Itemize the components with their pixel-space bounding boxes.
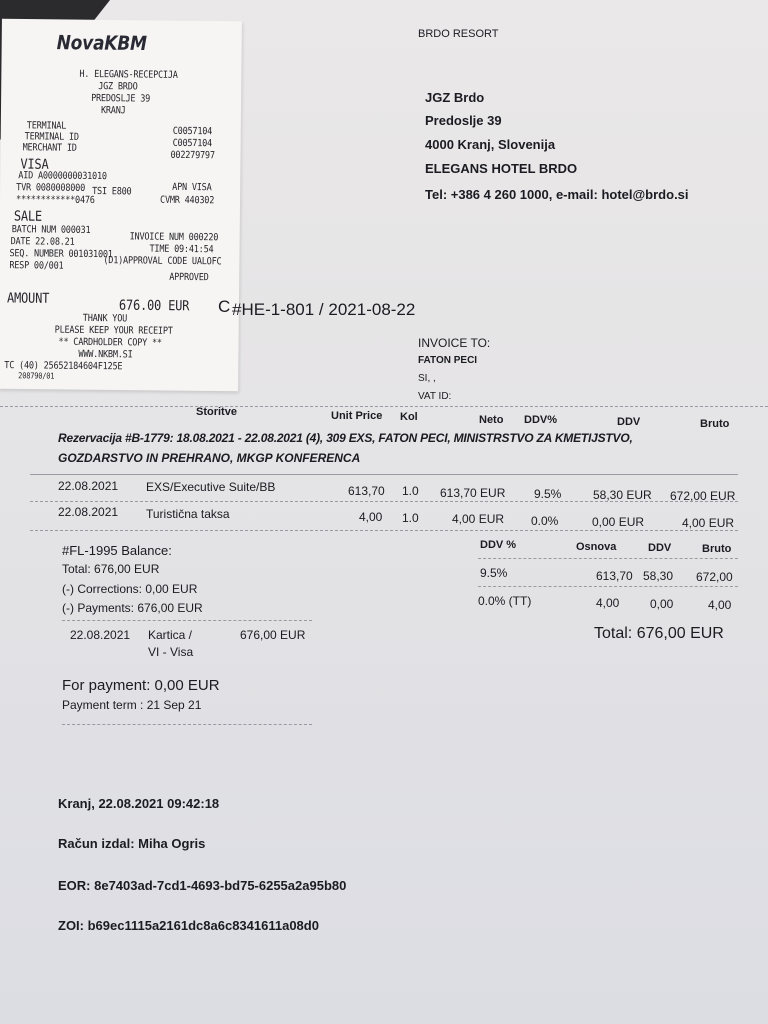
company-name: JGZ Brdo — [425, 90, 485, 105]
header-top-rule — [0, 406, 768, 407]
row-2-qty: 1.0 — [402, 511, 419, 525]
company-city: 4000 Kranj, Slovenija — [425, 137, 556, 152]
slip-seq-number: SEQ. NUMBER 001031001 — [9, 248, 113, 261]
vat-summary-row-1-vat: 58,30 — [643, 569, 674, 583]
reservation-line-1: Rezervacija #B-1779: 18.08.2021 - 22.08.2021 (4), 309 EXS, FATON PECI, MINISTRSTVO ZA KMETIJSTVO, — [58, 431, 633, 445]
brand-name: BRDO RESORT — [418, 28, 499, 40]
slip-merchant-line-1: H. ELEGANS-RECEPCIJA — [79, 68, 178, 82]
slip-resp: RESP 00/001 — [9, 260, 64, 273]
row-2-net: 4,00 EUR — [452, 512, 505, 526]
for-payment: For payment: 0,00 EUR — [62, 677, 220, 694]
row-2-unit-price: 4,00 — [359, 510, 383, 524]
card-payment-slip — [0, 19, 242, 391]
slip-aid: AID A0000000031010 — [18, 170, 107, 183]
slip-merchant-line-2: JGZ BRDO — [98, 81, 138, 93]
col-header-qty: Kol — [400, 411, 418, 423]
col-header-net: Neto — [479, 414, 504, 426]
vat-summary-row-1-pct: 9.5% — [480, 566, 508, 580]
row-2-vat-pct: 0.0% — [531, 514, 559, 528]
slip-time: TIME 09:41:54 — [149, 243, 214, 256]
company-street: Predoslje 39 — [425, 113, 502, 128]
slip-tvr: TVR 0080008000 — [16, 182, 86, 195]
balance-payments: (-) Payments: 676,00 EUR — [62, 601, 203, 615]
slip-cvmr: CVMR 440302 — [159, 194, 215, 207]
row-2-gross: 4,00 EUR — [682, 516, 735, 530]
col-header-vat-pct: DDV% — [524, 414, 558, 426]
vat-summary-row-2-gross: 4,00 — [708, 598, 732, 612]
rule-1 — [30, 474, 738, 475]
slip-batch: BATCH NUM 000031 — [11, 224, 91, 237]
row-1-date: 22.08.2021 — [58, 479, 119, 493]
payment-method-line-2: VI - Visa — [148, 645, 194, 659]
rule-2 — [30, 501, 738, 502]
row-2-date: 22.08.2021 — [58, 505, 119, 519]
slip-merchant-id-label: MERCHANT ID — [22, 142, 77, 155]
slip-website: WWW.NKBM.SI — [78, 348, 133, 361]
slip-terminal: C0057104 — [172, 125, 213, 138]
slip-cardholder-copy: ** CARDHOLDER COPY ** — [58, 336, 162, 350]
customer-name: FATON PECI — [418, 355, 478, 366]
balance-title: #FL-1995 Balance: — [62, 543, 172, 558]
row-2-vat: 0,00 EUR — [592, 515, 645, 529]
rule-3 — [30, 530, 738, 531]
payment-term: Payment term : 21 Sep 21 — [62, 698, 202, 712]
vat-summary-header-vat: DDV — [648, 542, 672, 554]
rule-vat-row — [478, 586, 738, 587]
hotel-contact: Tel: +386 4 260 1000, e-mail: hotel@brdo.si — [425, 187, 689, 202]
slip-merchant-line-3: PREDOSLJE 39 — [91, 92, 151, 106]
rule-payment — [62, 724, 312, 725]
issued-by: Račun izdal: Miha Ogris — [58, 836, 206, 851]
payment-date: 22.08.2021 — [70, 628, 131, 642]
slip-thanks: THANK YOU — [82, 312, 128, 325]
issue-place-time: Kranj, 22.08.2021 09:42:18 — [58, 796, 220, 811]
slip-tsi: TSI E800 — [92, 185, 132, 198]
slip-tc: TC (40) 25652184604F125E — [4, 360, 123, 373]
customer-country: SI, , — [418, 373, 436, 384]
payment-method-line-1: Kartica / — [148, 628, 193, 642]
slip-amount-label: AMOUNT — [6, 289, 50, 307]
invoice-total: Total: 676,00 EUR — [594, 625, 724, 642]
slip-code: 208790/01 — [18, 371, 55, 381]
slip-transaction-type: SALE — [13, 207, 43, 225]
customer-vat-id-label: VAT ID: — [418, 391, 452, 402]
reservation-line-2: GOZDARSTVO IN PREHRANO, MKGP KONFERENCA — [58, 451, 361, 465]
slip-merchant-line-4: KRANJ — [100, 105, 126, 117]
invoice-to-label: INVOICE TO: — [418, 336, 491, 350]
row-1-net: 613,70 EUR — [440, 486, 506, 500]
vat-summary-header-gross: Bruto — [702, 543, 732, 555]
rule-vat-header — [478, 558, 738, 559]
bank-logo: NovaKBM — [56, 31, 147, 56]
vat-summary-row-2-base: 4,00 — [596, 596, 620, 610]
vat-summary-row-1-gross: 672,00 — [696, 570, 733, 584]
row-1-unit-price: 613,70 — [348, 484, 385, 498]
zoi-code: ZOI: b69ec1115a2161dc8a6c8341611a08d0 — [58, 918, 319, 933]
slip-approved: APPROVED — [169, 271, 209, 284]
vat-summary-row-1-base: 613,70 — [596, 569, 633, 583]
payment-amount: 676,00 EUR — [240, 628, 306, 642]
hotel-name: ELEGANS HOTEL BRDO — [425, 161, 578, 176]
eor-code: EOR: 8e7403ad-7cd1-4693-bd75-6255a2a95b80 — [58, 878, 347, 893]
vat-summary-row-2-pct: 0.0% (TT) — [478, 594, 532, 608]
slip-card-number: ************0476 — [15, 194, 95, 207]
row-1-desc: EXS/Executive Suite/BB — [146, 480, 276, 494]
row-2-desc: Turistična taksa — [146, 507, 230, 521]
vat-summary-header-base: Osnova — [576, 541, 617, 553]
slip-terminal-label: TERMINAL — [26, 120, 67, 133]
slip-invoice-num: INVOICE NUM 000220 — [129, 231, 219, 244]
col-header-unit-price: Unit Price — [331, 410, 383, 422]
col-header-vat: DDV — [617, 416, 641, 428]
row-1-vat-pct: 9.5% — [534, 487, 562, 501]
slip-terminal-id-label: TERMINAL ID — [24, 131, 79, 144]
balance-corrections: (-) Corrections: 0,00 EUR — [62, 582, 198, 596]
vat-summary-row-2-vat: 0,00 — [650, 597, 674, 611]
row-1-vat: 58,30 EUR — [593, 488, 652, 502]
invoice-number: #HE-1-801 / 2021-08-22 — [232, 300, 416, 319]
rule-balance — [62, 620, 312, 621]
slip-card-type: VISA — [20, 155, 49, 173]
slip-apn: APN VISA — [172, 181, 212, 194]
row-1-qty: 1.0 — [402, 484, 419, 498]
slip-amount: 676.00 EUR — [118, 296, 190, 314]
col-header-desc: Storitve — [196, 406, 237, 418]
row-1-gross: 672,00 EUR — [670, 489, 736, 503]
slip-approval: (D1)APPROVAL CODE UALOFC — [103, 255, 222, 268]
slip-date: DATE 22.08.21 — [10, 236, 75, 249]
col-header-gross: Bruto — [700, 418, 730, 430]
invoice-prefix: C — [218, 297, 231, 316]
slip-merchant-id: 002279797 — [170, 149, 215, 162]
slip-terminal-id: C0057104 — [172, 137, 213, 150]
slip-keep-receipt: PLEASE KEEP YOUR RECEIPT — [54, 324, 173, 338]
vat-summary-header-vat-pct: DDV % — [480, 539, 517, 551]
balance-total: Total: 676,00 EUR — [62, 562, 160, 576]
